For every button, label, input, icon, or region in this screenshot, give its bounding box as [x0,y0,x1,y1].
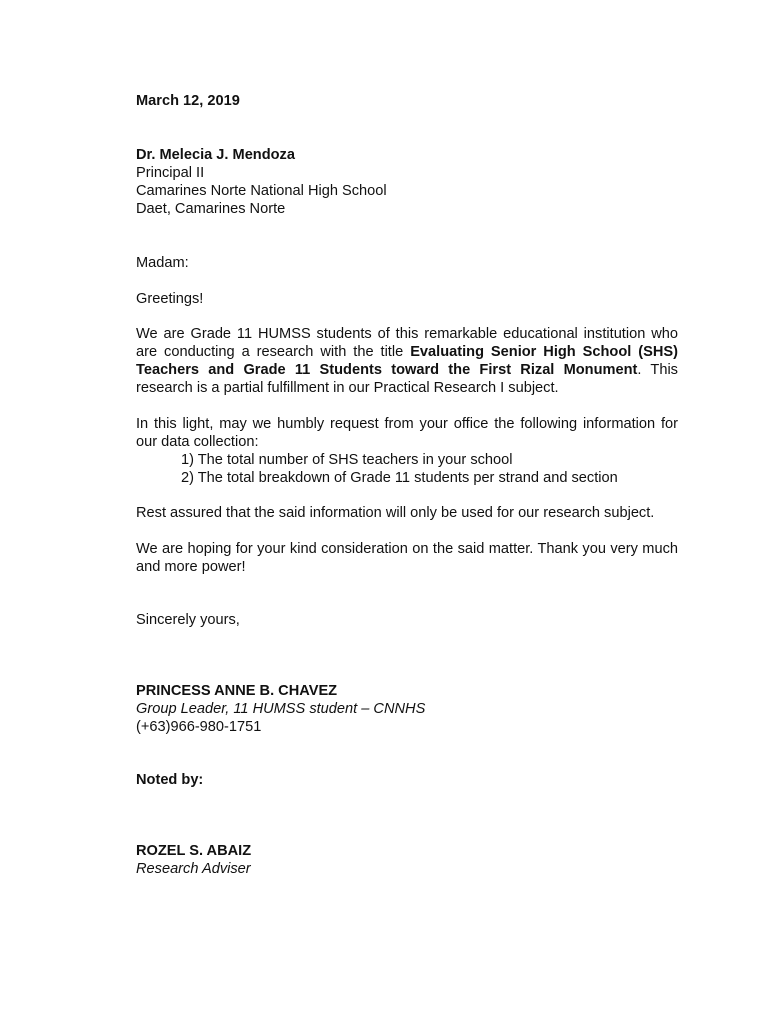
adviser-name: ROZEL S. ABAIZ [136,843,252,859]
sender-name: PRINCESS ANNE B. CHAVEZ [136,683,338,699]
sender-phone: (+63)966-980-1751 [136,719,262,735]
salutation: Madam: [136,255,189,271]
recipient-name: Dr. Melecia J. Mendoza [136,147,295,163]
paragraph-research-intro-before: We are Grade 11 HUMSS students of this remarkable educational institution who are conducting a research with the title [136,326,678,360]
sender-block [136,682,678,736]
recipient-position: Principal II [136,165,205,181]
adviser-block [136,842,678,878]
request-intro: In this light, may we humbly request from your office the following information for our data collection: [136,416,678,450]
letter-date: March 12, 2019 [136,93,240,109]
noted-by-label: Noted by: [136,772,204,788]
recipient-block [136,146,678,218]
closing: Sincerely yours, [136,612,240,628]
sender-role: Group Leader, 11 HUMSS student – CNNHS [136,701,426,717]
recipient-address: Daet, Camarines Norte [136,201,286,217]
request-block [136,415,678,487]
request-item-1: 1) The total number of SHS teachers in your school [181,452,513,468]
paragraph-research-intro-after: . This research is a partial fulfillment in our Practical Research I subject. [136,362,678,396]
paragraph-consideration: We are hoping for your kind consideration on the said matter. Thank you very much and more power! [136,541,678,575]
adviser-role: Research Adviser [136,861,251,877]
greeting: Greetings! [136,291,204,307]
recipient-school: Camarines Norte National High School [136,183,387,199]
request-item-2: 2) The total breakdown of Grade 11 students per strand and section [181,470,618,486]
paragraph-assurance: Rest assured that the said information will only be used for our research subject. [136,505,655,521]
research-title: Evaluating Senior High School (SHS) Teachers and Grade 11 Students toward the First Rizal Monument [136,344,678,378]
paragraph-research-intro [136,325,678,397]
